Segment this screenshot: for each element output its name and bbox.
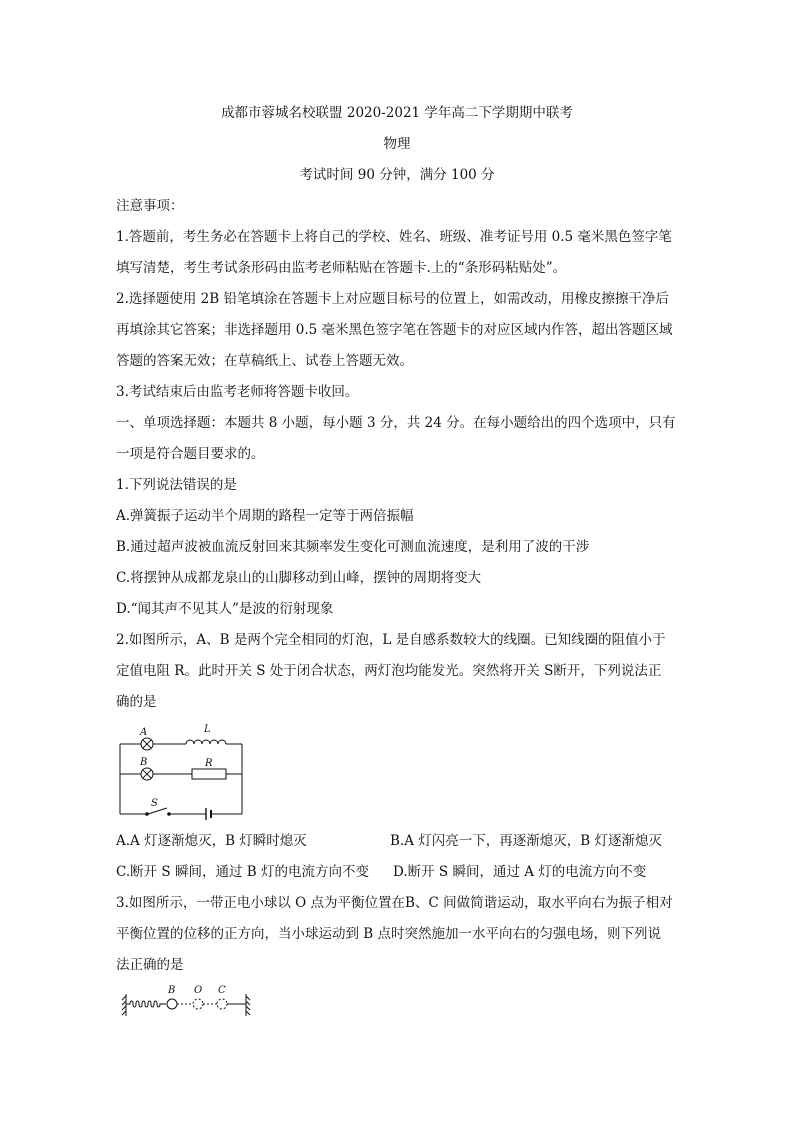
- note-line: 答题的答案无效；在草稿纸上、试卷上答题无效。: [116, 353, 413, 369]
- option: B.通过超声波被血流反射回来其频率发生变化可测血流速度，是利用了波的干涉: [116, 539, 590, 555]
- question-stem: 平衡位置的位移的正方向，当小球运动到 B 点时突然施加一水平向右的匀强电场，则下列说: [116, 926, 662, 942]
- option: B.A 灯闪亮一下，再逐渐熄灭，B 灯逐渐熄灭: [390, 833, 662, 849]
- circuit-diagram: [112, 720, 252, 822]
- option: A.弹簧振子运动半个周期的路程一定等于两倍振幅: [116, 508, 414, 524]
- point-b-label: B: [168, 985, 176, 996]
- note-line: 填写清楚，考生考试条形码由监考老师粘贴在答题卡.上的“条形码粘贴处”。: [116, 260, 567, 276]
- option: D.“闻其声不见其人”是波的衍射现象: [116, 601, 334, 617]
- switch-label: S: [151, 798, 158, 809]
- exam-title: 成都市蓉城名校联盟 2020-2021 学年高二下学期期中联考: [221, 105, 573, 121]
- resistor-label: R: [205, 758, 213, 769]
- note-line: 1.答题前，考生务必在答题卡上将自己的学校、姓名、班级、准考证号用 0.5 毫米黑色签字笔: [116, 229, 672, 245]
- note-line: 2.选择题使用 2B 铅笔填涂在答题卡上对应题目标号的位置上，如需改动，用橡皮擦擦干净后: [116, 291, 669, 307]
- question-stem: 确的是: [116, 694, 157, 710]
- point-o-label: O: [194, 985, 203, 996]
- notes-heading: 注意事项：: [116, 198, 184, 214]
- section-heading: 一项是符合题目要求的。: [116, 446, 265, 462]
- section-heading: 一、单项选择题：本题共 8 小题，每小题 3 分，共 24 分。在每小题给出的四个选项中，只有: [116, 415, 676, 431]
- question-stem: 定值电阻 R。此时开关 S 处于闭合状态，两灯泡均能发光。突然将开关 S断开，下列说法正: [116, 663, 662, 679]
- point-c-label: C: [218, 985, 226, 996]
- option: C.将摆钟从成都龙泉山的山脚移动到山峰，摆钟的周期将变大: [116, 570, 482, 586]
- option: D.断开 S 瞬间，通过 A 灯的电流方向不变: [393, 864, 647, 880]
- note-line: 再填涂其它答案；非选择题用 0.5 毫米黑色签字笔在答题卡的对应区域内作答，超出答题区域: [116, 322, 673, 338]
- spring-oscillator-diagram: [118, 982, 258, 1022]
- question-stem: 法正确的是: [116, 957, 184, 973]
- option: C.断开 S 瞬间，通过 B 灯的电流方向不变: [116, 864, 369, 880]
- question-stem: 3.如图所示，一带正电小球以 O 点为平衡位置在B、C 间做简谐运动，取水平向右为振子相对: [116, 895, 673, 911]
- lamp-a-label: A: [140, 727, 148, 738]
- note-line: 3.考试结束后由监考老师将答题卡收回。: [116, 384, 359, 400]
- question-stem: 1.下列说法错误的是: [116, 477, 237, 493]
- exam-time-info: 考试时间 90 分钟，满分 100 分: [299, 167, 495, 183]
- question-stem: 2.如图所示，A、B 是两个完全相同的灯泡，L 是自感系数较大的线圈。已知线圈的阻值小于: [116, 632, 666, 648]
- lamp-b-label: B: [140, 757, 148, 768]
- option: A.A 灯逐渐熄灭，B 灯瞬时熄灭: [116, 833, 307, 849]
- inductor-label: L: [204, 724, 211, 735]
- subject-title: 物理: [383, 136, 411, 152]
